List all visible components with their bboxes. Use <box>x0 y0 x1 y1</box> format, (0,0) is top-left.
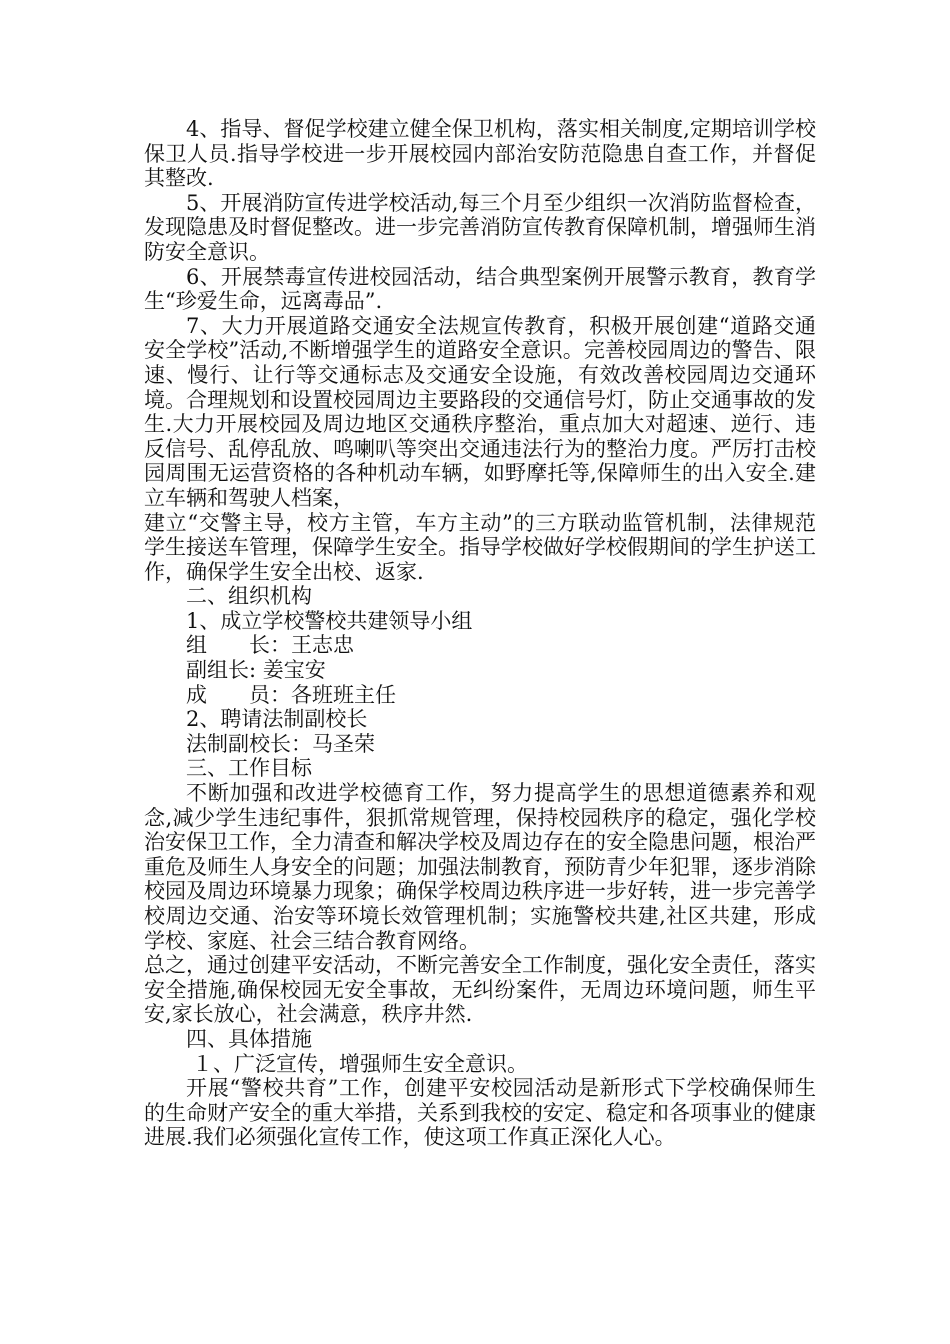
role-legal-vice-principal: 法制副校长：马圣荣 <box>186 731 375 756</box>
measure-item-1: １、广泛宣传，增强师生安全意识。 <box>192 1051 528 1076</box>
role-leader: 组 长：王志忠 <box>186 633 354 658</box>
paragraph-item-7: 7、大力开展道路交通安全法规宣传教育，积极开展创建“道路交通安全学校”活动,不断增强学生的道路安全意识。完善校园周边的警告、限速、慢行、让行等交通标志及交通安全设施，有效改善校园周边交通环境。合理规划和设置校园周边主要路段的交通信号灯，防止交通事故的发生.大力开展校园及周边地区交通秩序整治，重点加大对超速、逆行、违反信号、乱停乱放、鸣喇叭等突出交通违法行为的整治力度。严厉打击校园周围无运营资格的各种机动车辆，如野摩托等,保障师生的出入安全.建立车辆和驾驶人档案， <box>144 313 816 510</box>
section-heading-goals: 三、工作目标 <box>186 756 312 781</box>
document-body <box>144 117 816 1150</box>
summary-paragraph: 总之，通过创建平安活动，不断完善安全工作制度，强化安全责任，落实安全措施,确保校园无安全事故，无纠纷案件，无周边环境问题，师生平安,家长放心，社会满意，秩序井然. <box>144 953 816 1027</box>
subsection-legal-vice-principal: 2、聘请法制副校长 <box>186 707 368 732</box>
paragraph-item-5: 5、开展消防宣传进学校活动,每三个月至少组织一次消防监督检查，发现隐患及时督促整改。进一步完善消防宣传教育保障机制，增强师生消防安全意识。 <box>144 190 816 264</box>
paragraph-item-4: 4、指导、督促学校建立健全保卫机构，落实相关制度,定期培训学校保卫人员.指导学校进一步开展校园内部治安防范隐患自查工作，并督促其整改. <box>144 117 816 191</box>
section-heading-organization: 二、组织机构 <box>186 584 312 609</box>
measure-item-1-text: 开展“警校共育”工作，创建平安校园活动是新形式下学校确保师生的生命财产安全的重大举措，关系到我校的安定、稳定和各项事业的健康进展.我们必须强化宣传工作，使这项工作真正深化人心。 <box>144 1076 816 1150</box>
goals-paragraph: 不断加强和改进学校德育工作，努力提高学生的思想道德素养和观念,减少学生违纪事件，狠抓常规管理，保持校园秩序的稳定，强化学校治安保卫工作，全力清查和解决学校及周边存在的安全隐患问题，根治严重危及师生人身安全的问题；加强法制教育，预防青少年犯罪，逐步消除校园及周边环境暴力现象；确保学校周边秩序进一步好转，进一步完善学校周边交通、治安等环境长效管理机制；实施警校共建,社区共建，形成学校、家庭、社会三结合教育网络。 <box>144 781 816 953</box>
paragraph-item-6: 6、开展禁毒宣传进校园活动，结合典型案例开展警示教育，教育学生“珍爱生命，远离毒品”. <box>144 264 816 314</box>
subsection-leading-group: 1、成立学校警校共建领导小组 <box>186 608 473 633</box>
section-heading-measures: 四、具体措施 <box>186 1026 312 1051</box>
role-members: 成 员：各班班主任 <box>186 682 396 707</box>
role-deputy-leader: 副组长: 姜宝安 <box>186 658 326 683</box>
paragraph-item-7-continued: 建立“交警主导，校方主管，车方主动”的三方联动监管机制，法律规范学生接送车管理，保障学生安全。指导学校做好学校假期间的学生护送工作，确保学生安全出校、返家. <box>144 510 816 584</box>
